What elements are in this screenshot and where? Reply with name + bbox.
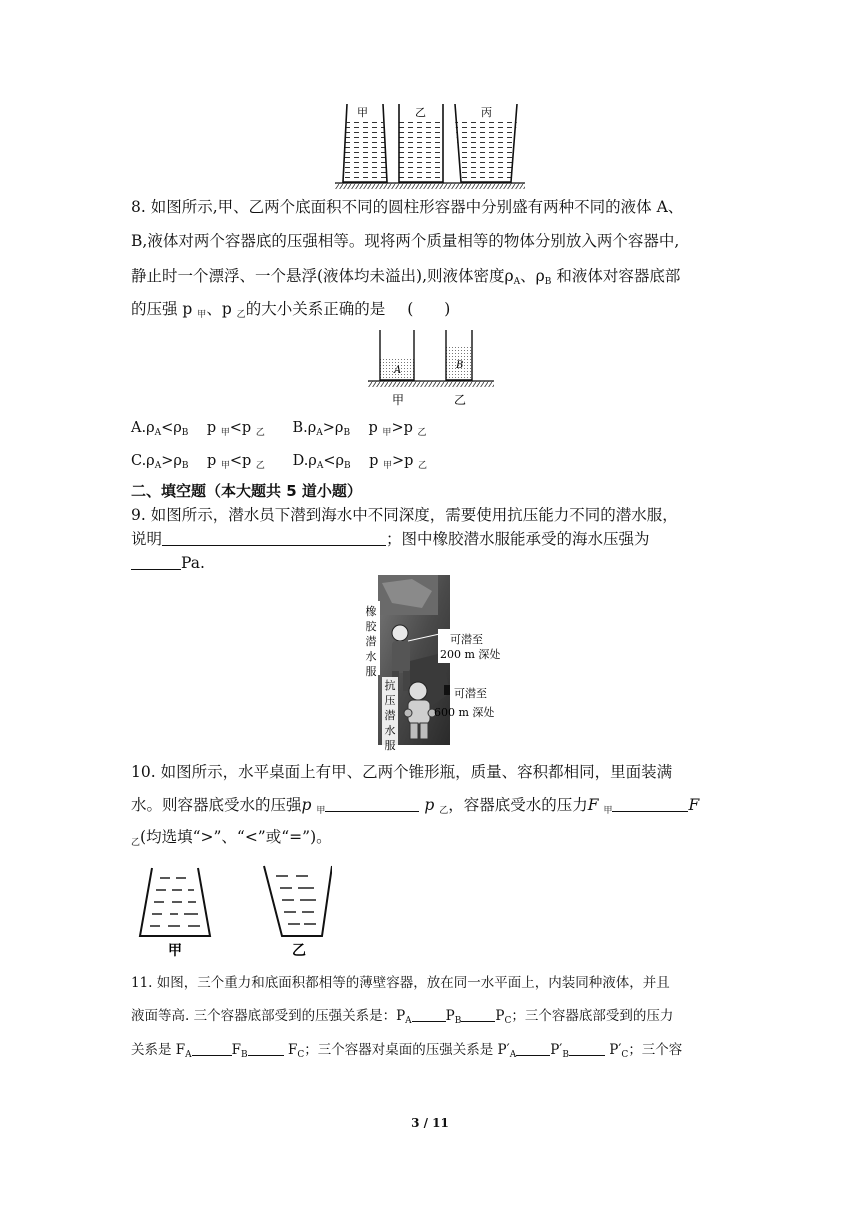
q11-blank-fab[interactable] bbox=[192, 1041, 232, 1056]
q8-options-row2 bbox=[131, 451, 427, 476]
q8-containers-figure bbox=[364, 328, 498, 408]
q11-line3: 关系是 $F_A$ $F_B$ $F_C$；三个容器对桌面的压强关系是 $P'_A$ $P'_B$ $P'_C$；三个容 bbox=[131, 1042, 683, 1060]
pressure-suit-label: 抗压潜水服 bbox=[384, 679, 396, 751]
q8-line3-a: 静止时一个漂浮、一个悬浮(液体均未溢出),则液体密度ρ bbox=[131, 267, 514, 285]
page-number: 3 / 11 bbox=[411, 1116, 449, 1130]
q8-line4-b: 的大小关系正确的是 bbox=[245, 300, 386, 318]
q11-line1: 11. 如图，三个重力和底面积都相等的薄壁容器，放在同一水平面上，内装同种液体，并且 bbox=[131, 975, 670, 991]
q11-blank-pab2[interactable] bbox=[516, 1041, 550, 1056]
label-yi: 乙 bbox=[415, 106, 426, 119]
option-d[interactable]: $D.\rho_A<\rho_B$ p $_甲$>p $_乙$ bbox=[292, 453, 428, 471]
q8-line4: 的压强 p $_甲$、p $_乙$的大小关系正确的是 ( ) bbox=[131, 300, 451, 320]
q8-line3-b: 和液体对容器底部 bbox=[556, 267, 681, 285]
q8-label-yi: 乙 bbox=[454, 393, 467, 407]
q10-label-jia: 甲 bbox=[168, 943, 182, 959]
option-a[interactable]: $A.\rho_A<\rho_B$ p $_甲$<p $_乙$ bbox=[131, 420, 265, 438]
q10-blank1[interactable] bbox=[325, 797, 419, 812]
q10-label-yi: 乙 bbox=[292, 943, 306, 959]
three-containers-figure bbox=[335, 100, 525, 192]
depth-600-line1: 可潜至 bbox=[454, 687, 487, 700]
q8-label-jia: 甲 bbox=[392, 393, 405, 407]
label-bing: 丙 bbox=[481, 106, 492, 119]
q11-blank-pab[interactable] bbox=[412, 1007, 446, 1022]
depth-200-line2: 200 m 深处 bbox=[440, 648, 501, 661]
diver-suits-figure bbox=[362, 573, 502, 751]
q10-line2: 水。则容器底受水的压强p $_甲$ p $_乙$，容器底受水的压力F $_甲$ F bbox=[131, 796, 700, 816]
label-jia: 甲 bbox=[357, 106, 368, 119]
q8-answer-paren: ( ) bbox=[407, 300, 451, 318]
q9-blank2[interactable] bbox=[131, 555, 181, 570]
q8-line1: 8. 如图所示,甲、乙两个底面积不同的圆柱形容器中分别盛有两种不同的液体 A、 bbox=[131, 198, 684, 216]
q9-blank1[interactable] bbox=[162, 531, 386, 546]
q8-line4-a: 的压强 p bbox=[131, 300, 193, 318]
liquid-a-label: A bbox=[394, 365, 402, 376]
conical-flasks-figure bbox=[132, 860, 332, 960]
q8-options-row1 bbox=[131, 418, 427, 443]
q11-blank-fbc[interactable] bbox=[248, 1041, 284, 1056]
rubber-suit-label: 橡胶潜水服 bbox=[365, 605, 377, 678]
option-c[interactable]: $C.\rho_A>\rho_B$ p $_甲$<p $_乙$ bbox=[131, 453, 265, 471]
depth-200-line1: 可潜至 bbox=[450, 633, 483, 646]
q9-line2: 说明 ；图中橡胶潜水服能承受的海水压强为 bbox=[131, 530, 650, 548]
q11-line2: 液面等高. 三个容器底部受到的压强关系是：$P_A$ $P_B$ $P_C$；三个容器底部受到的压力 bbox=[131, 1008, 674, 1026]
q10-blank2[interactable] bbox=[612, 797, 688, 812]
liquid-b-label: B bbox=[456, 360, 464, 371]
q9-line1: 9. 如图所示，潜水员下潜到海水中不同深度，需要使用抗压能力不同的潜水服， bbox=[131, 506, 678, 524]
q11-blank-pbc2[interactable] bbox=[569, 1041, 605, 1056]
depth-600-line2: 600 m 深处 bbox=[434, 706, 495, 719]
q8-line3: 静止时一个漂浮、一个悬浮(液体均未溢出),则液体密度$\rho_A$、$\rho_B$ 和液体对容器底部 bbox=[131, 267, 681, 287]
section-title: 二、填空题（本大题共 5 道小题） bbox=[131, 482, 362, 500]
option-b[interactable]: $B.\rho_A>\rho_B$ p $_甲$>p $_乙$ bbox=[292, 420, 427, 438]
q11-blank-pbc[interactable] bbox=[461, 1007, 495, 1022]
q10-line1: 10. 如图所示，水平桌面上有甲、乙两个锥形瓶，质量、容积都相同，里面装满 bbox=[131, 763, 673, 781]
q10-line3: $_乙$(均选填“>”、“<”或“=”)。 bbox=[131, 828, 332, 848]
q9-line3: Pa. bbox=[131, 553, 205, 573]
q8-line2: B,液体对两个容器底的压强相等。现将两个质量相等的物体分别放入两个容器中, bbox=[131, 232, 680, 250]
